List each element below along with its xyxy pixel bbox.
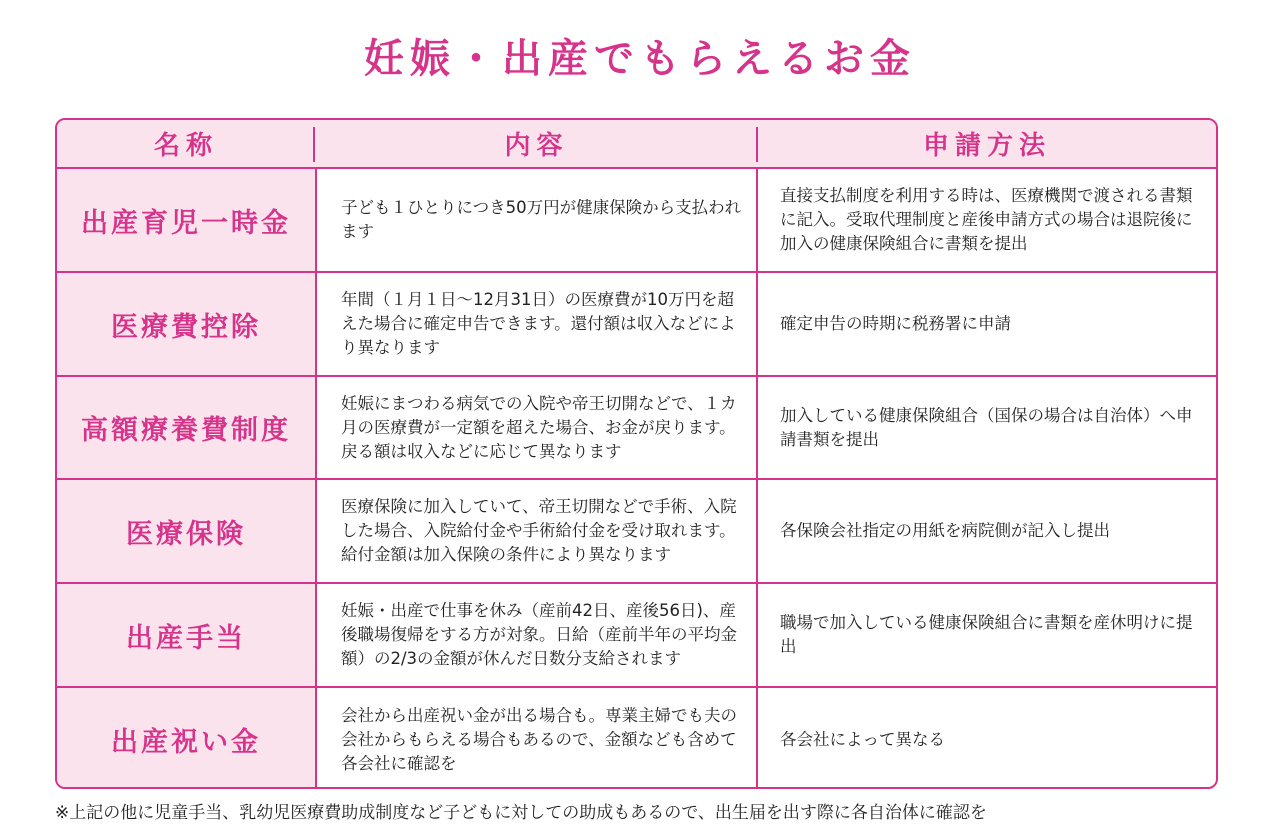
row-content-text: 年間（１月１日〜12月31日）の医療費が10万円を超えた場合に確定申告できます。還付額は収入などにより異なります [341,290,736,357]
row-method [758,377,1216,478]
row-content [315,584,758,686]
row-content [315,169,758,271]
table-row [57,273,1216,377]
header-method-label: 申請方法 [922,131,1051,161]
row-content-text: 医療保険に加入していて、帝王切開などで手術、入院した場合、入院給付金や手術給付金を受け取れます。給付金額は加入保険の条件により異なります [341,497,737,564]
row-content-text: 妊娠・出産で仕事を休み（産前42日、産後56日)、産後職場復帰をする方が対象。日給（産前半年の平均金額）の2/3の金額が休んだ日数分支給されます [341,601,737,668]
row-name: 出産手当 [57,584,315,686]
header-content [315,120,758,167]
row-method [758,169,1216,271]
page-title: 妊娠・出産でもらえるお金 [364,36,916,82]
row-name: 出産育児一時金 [57,169,315,271]
table-header-row [57,120,1216,169]
row-method [758,273,1216,375]
row-method [758,480,1216,582]
row-name: 高額療養費制度 [57,377,315,478]
row-method-text: 各保険会社指定の用紙を病院側が記入し提出 [780,521,1110,540]
row-name: 医療保険 [57,480,315,582]
header-content-label: 内容 [504,131,569,161]
row-content-text: 子ども１ひとりにつき50万円が健康保険から支払われます [341,198,742,241]
table-row [57,688,1216,789]
table-row [57,169,1216,273]
row-content-text: 会社から出産祝い金が出る場合も。専業主婦でも夫の会社からもらえる場合もあるので、金額なども含めて各会社に確認を [341,705,737,773]
table-row [57,480,1216,584]
footnote: ※上記の他に児童手当、乳幼児医療費助成制度など子どもに対しての助成もあるので、出生届を出す際に各自治体に確認を [55,803,987,823]
row-method-text: 職場で加入している健康保険組合に書類を産休明けに提出 [780,613,1193,656]
row-method-text: 直接支払制度を利用する時は、医療機関で渡される書類に記入。受取代理制度と産後申請方式の場合は退院後に加入の健康保険組合に書類を提出 [780,186,1193,253]
header-name [57,120,315,167]
row-method [758,688,1216,789]
row-method-text: 加入している健康保険組合（国保の場合は自治体）へ申請書類を提出 [780,405,1193,449]
row-content-text: 妊娠にまつわる病気での入院や帝王切開などで、１カ月の医療費が一定額を超えた場合、お金が戻ります。戻る額は収入などに応じて異なります [341,393,737,461]
table-row [57,584,1216,688]
table-row [57,377,1216,480]
header-method [758,120,1216,167]
header-name-label: 名称 [153,131,218,161]
benefits-table [55,118,1218,789]
row-method-text: 各会社によって異なる [780,729,945,749]
row-content [315,377,758,478]
row-content [315,273,758,375]
row-name: 出産祝い金 [57,688,315,789]
row-content [315,480,758,582]
row-content [315,688,758,789]
row-name: 医療費控除 [57,273,315,375]
row-method-text: 確定申告の時期に税務署に申請 [780,314,1011,333]
row-method [758,584,1216,686]
